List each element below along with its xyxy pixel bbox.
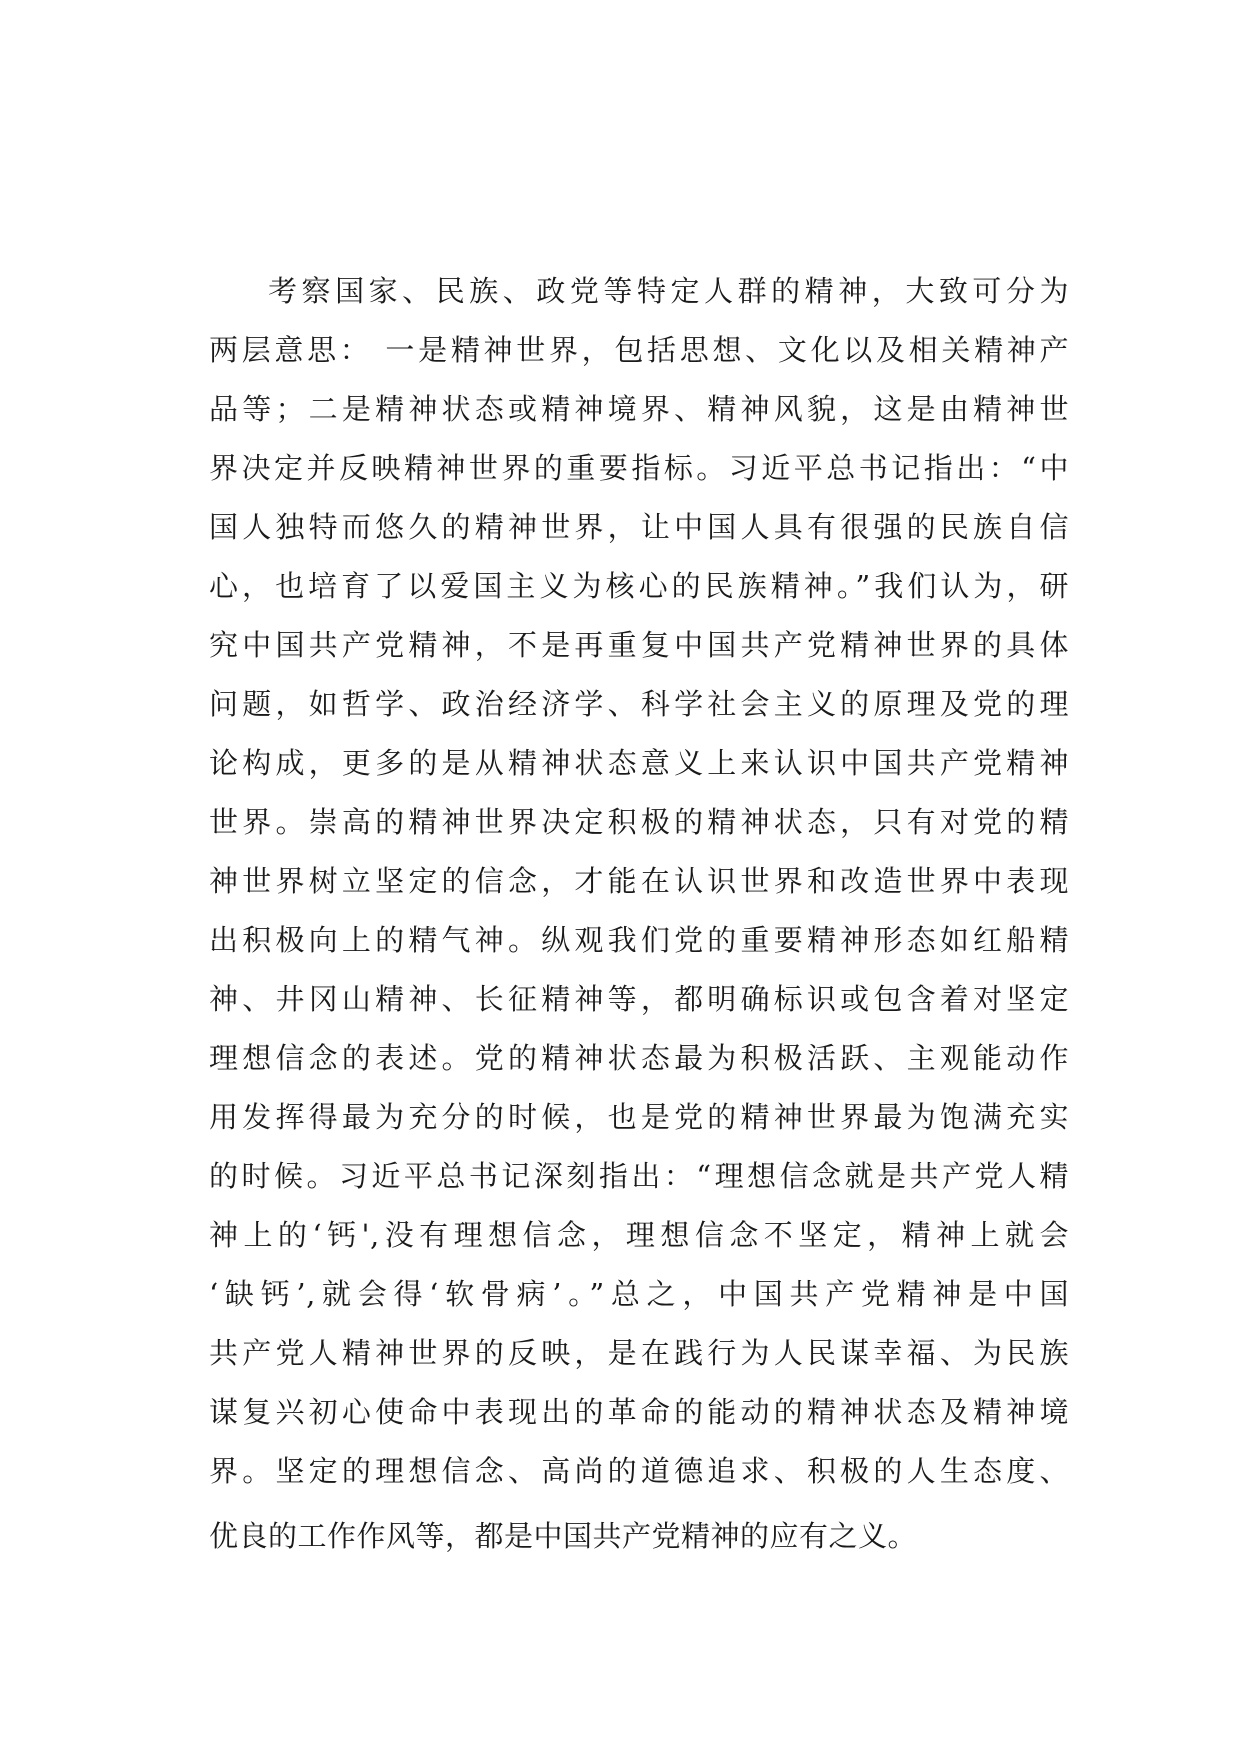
paragraph-line: 共产党人精神世界的反映，是在践行为人民谋幸福、为民族 — [209, 1336, 1069, 1370]
paragraph-line: 问题，如哲学、政治经济学、科学社会主义的原理及党的理 — [209, 687, 1069, 721]
paragraph-line: 理想信念的表述。党的精神状态最为积极活跃、主观能动作 — [209, 1041, 1069, 1075]
paragraph-line: 考察国家、民族、政党等特定人群的精神，大致可分为 — [268, 274, 1069, 308]
paragraph-line: 国人独特而悠久的精神世界，让中国人具有很强的民族自信 — [209, 510, 1069, 544]
paragraph-line: 神世界树立坚定的信念，才能在认识世界和改造世界中表现 — [209, 864, 1069, 898]
paragraph-line: 用发挥得最为充分的时候，也是党的精神世界最为饱满充实 — [209, 1100, 1069, 1134]
paragraph-line: 究中国共产党精神，不是再重复中国共产党精神世界的具体 — [209, 628, 1069, 662]
body-paragraph — [209, 262, 1069, 1566]
paragraph-line: 的时候。习近平总书记深刻指出：“理想信念就是共产党人精 — [209, 1159, 1069, 1193]
paragraph-line: 谋复兴初心使命中表现出的革命的能动的精神状态及精神境 — [209, 1395, 1069, 1429]
paragraph-line: ‘缺钙’,就会得‘软骨病’。”总之，中国共产党精神是中国 — [209, 1277, 1069, 1311]
paragraph-line: 神、井冈山精神、长征精神等，都明确标识或包含着对坚定 — [209, 982, 1069, 1016]
paragraph-line: 优良的工作作风等，都是中国共产党精神的应有之义。 — [209, 1519, 918, 1553]
paragraph-line: 世界。崇高的精神世界决定积极的精神状态，只有对党的精 — [209, 805, 1069, 839]
paragraph-line: 品等；二是精神状态或精神境界、精神风貌，这是由精神世 — [209, 392, 1069, 426]
paragraph-line: 出积极向上的精气神。纵观我们党的重要精神形态如红船精 — [209, 923, 1069, 957]
paragraph-line: 神上的‘钙',没有理想信念，理想信念不坚定，精神上就会 — [209, 1218, 1069, 1252]
paragraph-line: 论构成，更多的是从精神状态意义上来认识中国共产党精神 — [209, 746, 1069, 780]
paragraph-line: 界决定并反映精神世界的重要指标。习近平总书记指出：“中 — [209, 451, 1069, 485]
paragraph-line: 界。坚定的理想信念、高尚的道德追求、积极的人生态度、 — [209, 1454, 1069, 1488]
paragraph-line: 心，也培育了以爱国主义为核心的民族精神。”我们认为，研 — [209, 569, 1069, 603]
paragraph-line: 两层意思： 一是精神世界，包括思想、文化以及相关精神产 — [209, 333, 1069, 367]
